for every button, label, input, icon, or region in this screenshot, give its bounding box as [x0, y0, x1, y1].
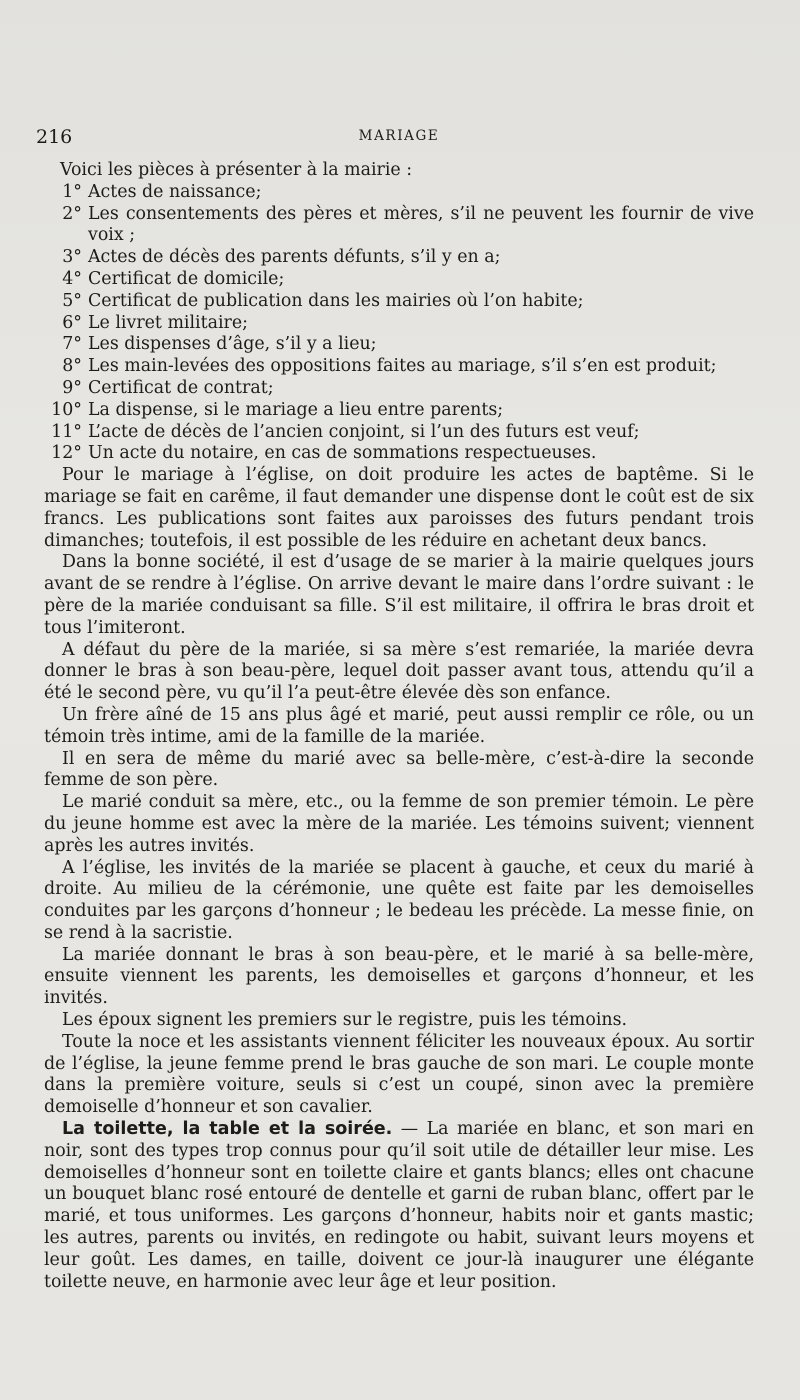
list-item — [44, 247, 754, 269]
documents-list — [44, 182, 754, 465]
section-paragraph — [44, 1119, 754, 1293]
paragraph-groom-escort: Le marié conduit sa mère, etc., ou la femme de son premier témoin. Le père du jeune homme est avec la mère de la mariée. Les témoins suivent; viennent après les autres invités. — [44, 792, 754, 856]
list-item — [44, 182, 754, 204]
body-text — [44, 160, 754, 1293]
paragraph-elder-brother: Un frère aîné de 15 ans plus âgé et marié, peut aussi remplir ce rôle, ou un témoin très intime, ami de la famille de la mariée. — [44, 704, 754, 747]
list-item — [44, 313, 754, 335]
list-number: 2° — [62, 203, 82, 224]
section-title: La toilette, la table et la soirée. — [62, 1119, 393, 1140]
paragraph-stepmother: Il en sera de même du marié avec sa belle-mère, c’est-à-dire la seconde femme de son père. — [44, 748, 754, 791]
paragraph-town-hall-order: Dans la bonne société, il est d’usage de se marier à la mairie quelques jours avant de se rendre à l’église. On arrive devant le maire dans l’ordre suivant : le père de la mariée conduisant sa fille. S’il est militaire, il offrira le bras droit et tous l’imiteront. — [44, 552, 754, 638]
list-text: Les main-levées des oppositions faites au mariage, s’il s’en est produit; — [88, 356, 717, 377]
list-number: 8° — [62, 356, 82, 377]
list-text: Le livret militaire; — [88, 312, 248, 333]
intro-paragraph: Voici les pièces à présenter à la mairie : — [60, 160, 413, 180]
paragraph-congratulations: Toute la noce et les assistants viennent féliciter les nouveaux époux. Au sortir de l’église, la jeune femme prend le bras gauche de son mari. Le couple monte dans la première voiture, seuls si c’est un coupé, sinon avec la première demoiselle d’honneur et son cavalier. — [44, 1031, 754, 1118]
list-text: Les consentements des pères et mères, s’il ne peuvent les fournir de vive voix ; — [88, 203, 754, 246]
list-text: La dispense, si le mariage a lieu entre parents; — [88, 399, 504, 420]
list-number: 12° — [51, 443, 82, 464]
list-number: 3° — [62, 247, 82, 268]
list-item — [44, 378, 754, 400]
list-number: 10° — [51, 399, 82, 420]
paragraph-church-documents: Pour le mariage à l’église, on doit produire les actes de baptême. Si le mariage se fait en carême, il faut demander une dispense dont le coût est de six francs. Les publications sont faites aux paroisses des futurs pendant trois dimanches; toutefois, il est possible de les réduire en achetant deux bancs. — [44, 465, 754, 551]
list-item — [44, 291, 754, 313]
list-number: 9° — [62, 377, 82, 398]
list-text: Certificat de contrat; — [88, 377, 274, 398]
list-number: 7° — [62, 334, 82, 355]
list-text: Certificat de domicile; — [88, 268, 285, 289]
list-number: 6° — [62, 312, 82, 333]
list-number: 1° — [62, 181, 82, 202]
page-number: 216 — [36, 126, 73, 148]
list-item — [44, 356, 754, 378]
list-text: Les dispenses d’âge, s’il y a lieu; — [88, 334, 377, 355]
paragraph-stepfather: A défaut du père de la mariée, si sa mère s’est remariée, la mariée devra donner le bras à son beau-père, lequel doit passer avant tous, attendu qu’il a été le second père, vu qu’il l’a peut-être élevée dès son enfance. — [44, 639, 754, 704]
list-text: Certificat de publication dans les mairies où l’on habite; — [88, 290, 584, 311]
list-item — [44, 400, 754, 422]
list-number: 11° — [51, 421, 82, 442]
list-text: Un acte du notaire, en cas de sommations respectueuses. — [88, 443, 597, 464]
list-text: Actes de décès des parents défunts, s’il y en a; — [88, 247, 501, 268]
list-number: 4° — [62, 268, 82, 289]
list-item — [44, 334, 754, 356]
list-item — [44, 443, 754, 465]
page-header — [36, 126, 762, 150]
list-item — [44, 422, 754, 444]
list-item — [44, 204, 754, 248]
list-item — [44, 269, 754, 291]
section-text: La mariée en blanc, et son mari en noir, sont des types trop connus pour qu’il soit utile de détailler leur mise. Les demoiselles d’honneur sont en toilette claire et gants blancs; elles ont chacune un bouquet blanc rosé entouré de dentelle et garni de ruban blanc, offert par le marié, et tous uniformes. Les garçons d’honneur, habits noir et gants mastic; les autres, parents ou invités, en redingote ou habit, suivant leurs moyens et leur goût. Les dames, en taille, doivent ce jour-là inaugurer une élégante toilette neuve, en harmonie avec leur âge et leur position. — [44, 1119, 754, 1292]
section-dash: — — [392, 1119, 427, 1140]
running-title: MARIAGE — [358, 128, 440, 144]
list-number: 5° — [62, 290, 82, 311]
list-text: Actes de naissance; — [88, 181, 262, 202]
paragraph-procession: La mariée donnant le bras à son beau-père, et le marié à sa belle-mère, ensuite viennent les parents, les demoiselles et garçons d’honneur, et les invités. — [44, 944, 754, 1009]
paragraph-church-seating: A l’église, les invités de la mariée se placent à gauche, et ceux du marié à droite. Au milieu de la cérémonie, une quête est faite par les demoiselles conduites par les garçons d’honneur ; le bedeau les précède. La messe finie, on se rend à la sacristie. — [44, 857, 754, 943]
list-text: L’acte de décès de l’ancien conjoint, si l’un des futurs est veuf; — [88, 421, 640, 442]
paragraph-register: Les époux signent les premiers sur le registre, puis les témoins. — [62, 1010, 628, 1031]
